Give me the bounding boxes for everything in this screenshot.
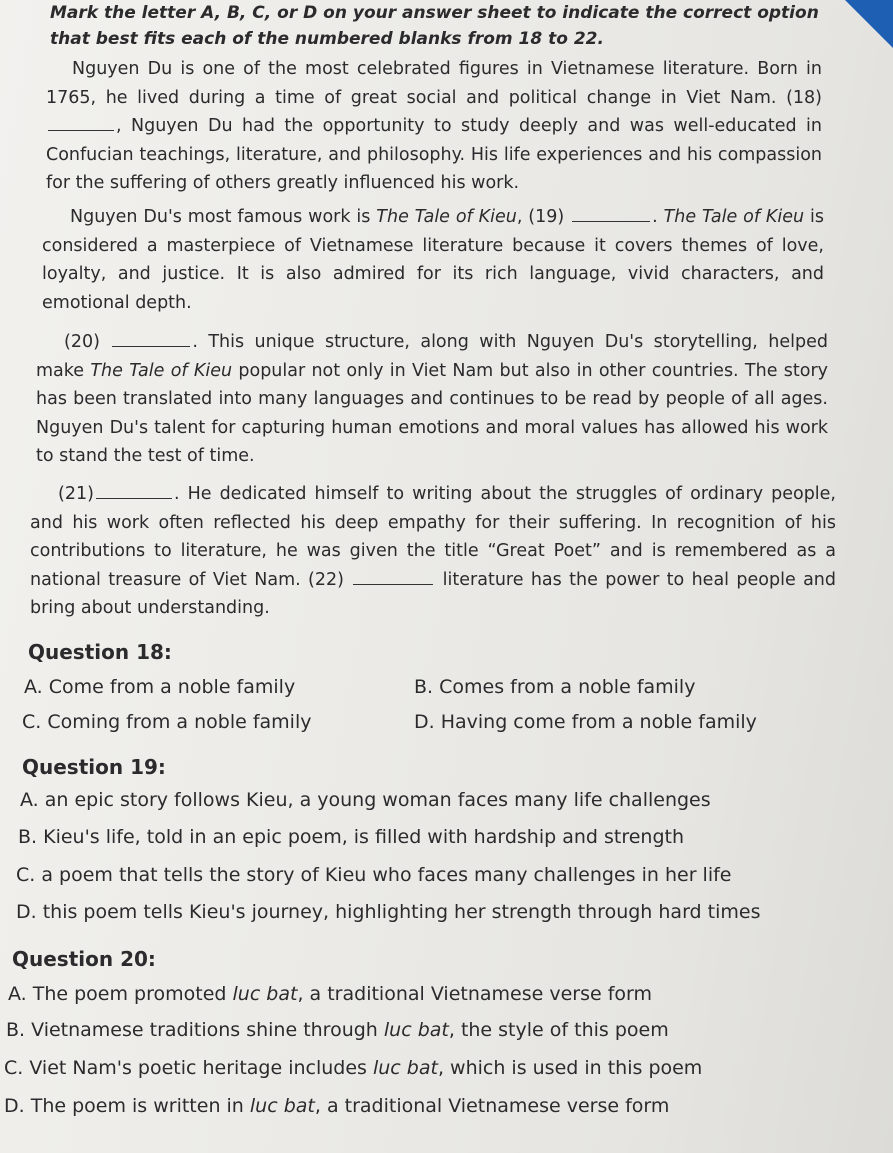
q20-b-em: luc bat <box>383 1019 449 1041</box>
q20-d-pre: D. The poem is written in <box>4 1095 250 1117</box>
question-19-title: Question 19: <box>22 755 166 779</box>
q20-d-em: luc bat <box>249 1095 315 1117</box>
q20-a-post: , a traditional Vietnamese verse form <box>297 983 653 1005</box>
blank-22 <box>353 583 433 585</box>
p1-text-b: , Nguyen Du had the opportunity to study deeply and was well-educated in Confucian teachings, literature, and philosophy. His life experiences and his compassion for the suffering of others greatly influenced his work. <box>46 116 822 193</box>
paragraph-1 <box>46 55 822 198</box>
p4-text-b: . He dedicated himself to writing about the struggles of ordinary people, and his work often reflected his deep empathy for their suffering. In recognition of his contributions to literature, he was given the title “Great Poet” and is remembered as a national treasure of Viet Nam. (22) <box>30 484 836 590</box>
q19-option-d[interactable]: D. this poem tells Kieu's journey, highlighting her strength through hard times <box>16 901 761 923</box>
p2-text-a: Nguyen Du's most famous work is <box>70 207 377 227</box>
q20-a-pre: A. The poem promoted <box>8 983 233 1005</box>
blank-18 <box>48 129 114 131</box>
blank-20 <box>112 345 190 347</box>
q18-option-a[interactable]: A. Come from a noble family <box>24 676 296 698</box>
q20-option-d[interactable] <box>4 1095 669 1117</box>
q18-option-b[interactable]: B. Comes from a noble family <box>414 676 696 698</box>
q20-c-pre: C. Viet Nam's poetic heritage includes <box>4 1057 373 1079</box>
p2-text-c: . <box>652 207 664 227</box>
p3-text-a: (20) <box>64 332 100 352</box>
question-18-title: Question 18: <box>28 640 172 664</box>
q20-option-c[interactable] <box>4 1057 702 1079</box>
instructions: Mark the letter A, B, C, or D on your answer sheet to indicate the correct option that best fits each of the numbered blanks from 18 to 22. <box>50 3 819 49</box>
p2-title-1: The Tale of Kieu <box>376 207 517 227</box>
p3-title: The Tale of Kieu <box>90 360 233 381</box>
p2-text-d: is considered a masterpiece of Vietnamese literature because it covers themes of love, loyalty, and justice. It is also admired for its rich language, vivid characters, and emotional depth. <box>42 207 824 313</box>
p2-title-2: The Tale of Kieu <box>663 207 805 227</box>
paragraph-2 <box>42 203 824 317</box>
q18-option-c[interactable]: C. Coming from a noble family <box>22 711 312 733</box>
q20-option-a[interactable] <box>8 983 652 1005</box>
blank-21 <box>96 497 172 499</box>
p4-text-a: (21) <box>58 484 94 504</box>
q19-option-b[interactable]: B. Kieu's life, told in an epic poem, is filled with hardship and strength <box>18 826 685 848</box>
p2-text-b: , (19) <box>516 207 565 227</box>
question-20-title: Question 20: <box>12 947 156 971</box>
blank-19 <box>572 220 650 222</box>
q20-b-pre: B. Vietnamese traditions shine through <box>6 1019 384 1041</box>
q20-c-post: , which is used in this poem <box>437 1057 703 1079</box>
paragraph-3 <box>36 328 828 471</box>
q20-option-b[interactable] <box>6 1019 669 1041</box>
paragraph-4 <box>30 480 836 623</box>
p1-text-a: Nguyen Du is one of the most celebrated figures in Vietnamese literature. Born in 1765, he lived during a time of great social and political change in Viet Nam. (18) <box>46 59 822 108</box>
p4-text-c: literature has the power to heal people and bring about understanding. <box>30 569 836 618</box>
q19-option-a[interactable]: A. an epic story follows Kieu, a young woman faces many life challenges <box>20 789 711 811</box>
q20-c-em: luc bat <box>372 1057 438 1079</box>
p3-text-b: . This unique structure, along with Nguyen Du's storytelling, helped make <box>36 332 828 381</box>
p3-text-c: popular not only in Viet Nam but also in other countries. The story has been translated into many languages and continues to be read by people of all ages. Nguyen Du's talent for capturing human emotions and moral values has allowed his work to stand the test of time. <box>36 360 828 466</box>
q19-option-c[interactable]: C. a poem that tells the story of Kieu who faces many challenges in her life <box>16 864 732 886</box>
q20-d-post: , a traditional Vietnamese verse form <box>314 1095 670 1117</box>
q18-option-d[interactable]: D. Having come from a noble family <box>414 711 757 733</box>
q20-b-post: , the style of this poem <box>448 1019 669 1041</box>
blue-corner-mark <box>845 0 893 48</box>
q20-a-em: luc bat <box>232 983 298 1005</box>
